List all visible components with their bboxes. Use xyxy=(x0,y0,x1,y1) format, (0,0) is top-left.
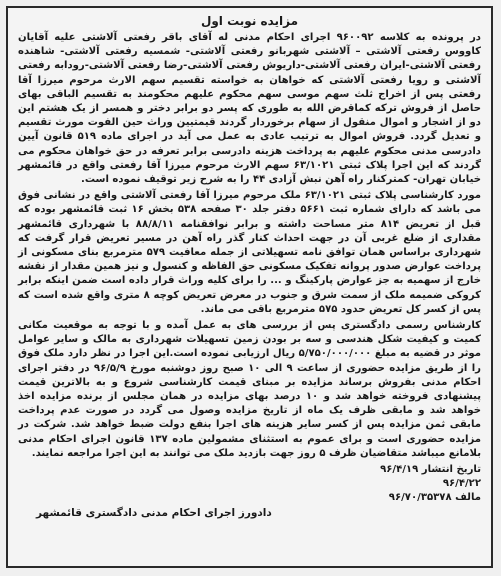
notice-paragraph-2: مورد کارشناسی پلاک ثبتی ۶۳/۱۰۲۱ ملک مرحوم میرزا آقا رفعتی آلاشتی واقع در نشانی فوق می باشد که دارای شماره ثبت ۵۶۶۱ دفتر جلد ۳۰ صفحه ۵۳۸ بخش ۱۶ ثبت قائمشهر بوده که قبل از تعریض ۸۱۴ متر مساحت داشته و برابر نوافقنامه ۸۸/۸/۱۱ با شهرداری قائمشهر مقداری از ضلع غربی آن در جهت احداث کنار گذر راه آهن در مسیر تعریض قرار گرفت که شهرداری براساس همان توافق نامه تسهیلاتی از جمله معافیت ۵۷۹ مترمربع بنای مسکونی از پرداخت عوارض صدور پروانه تفکیک مسکونی حق الفاظه و کنسول و نیز همین مقدار از نقشه خارج از سهمیه به جز عوارض پارکینگ و ... را برای کلیه وراث قرار داده است ضمن اینکه برابر کروکی ضمیمه ملک از سمت شرق و جنوب در معرض تعریض کوچه ۸ متری واقع شده است که پس از کسر کل تعریض حدود ۵۷۵ مترمربع باقی می ماند. xyxy=(18,190,481,315)
signature: دادورز اجرای احکام مدنی دادگستری قائمشهر xyxy=(36,507,272,520)
notice-paragraph-3: کارشناس رسمی دادگستری پس از بررسی های به عمل آمده و با توجه به موقعیت مکانی کمیت و کیفیت شکل هندسی و سه بر بودن زمین تسهیلات شهرداری به مالک و سایر عوامل موثر در قضیه به مبلغ ۵/۷۵۰/۰۰۰/۰۰۰ ریال ارزیابی نموده است.این اجرا در نظر دارد ملک فوق را از طریق مزایده حضوری از ساعت ۹ الی ۱۰ صبح روز دوشنبه مورخ ۹۶/۵/۹ در دفتر اجرای احکام مدنی بفروش برساند مزایده بر مبنای قیمت کارشناسی شروع و به بالاترین قیمت پیشنهادی فروخته خواهد شد و ۱۰ درصد بهای مزایده در همان مجلس از برنده مزایده اخذ خواهد شد و مابقی ظرف یک ماه از تاریخ مزایده وصول می گردد در صورت عدم پرداخت مابقی ثمن مزایده پس از کسر سایر هزینه های اجرا بنفع دولت ضبط خواهد شد. شرکت در مزایده حضوری است و برای عموم به استثنای مشمولین ماده ۱۳۷ قانون اجرای احکام مدنی بلامانع میباشد متقاضیان ظرف ۵ روز جهت بازدید ملک می توانند به این اجرا مراجعه نمایند. xyxy=(18,320,481,459)
auction-notice xyxy=(6,6,493,568)
reference-line: ۹۶/۴/۲۲ xyxy=(442,478,481,490)
notice-paragraph-1: در پرونده به کلاسه ۹۶۰۰۹۲ اجرای احکام مدنی له آقای باقر رفعتی آلاشتی علیه آقایان کاووس رفعتی آلاشتی – آلاشتی شهربانو رفعتی آلاشتی- شمسیه رفعتی آلاشتی- شاهنده رفعتی آلاشتی-ایران رفعتی آلاشتی-داریوش رفعتی آلاشتی-رضا رفعتی آلاشتی-رودابه رفعتی آلاشتی و رویا رفعتی آلاشتی که خواهان به خواسته تقسیم سهم الارث مرحوم میرزا آقا رفعتی پس از اخراج ثلث سهم موسی سهم محکوم علیهم محکومند به تقسیم الباقی بهای حاصل از فروش ترکه کماقرض الله به طوری که پسر دو برابر دختر و همسر از یک هشتم این دو از اشجار و اموال منقول از سهام برخوردار گردند قیمتیین وراث حین الفوت مورث تقسیم و تعدیل گردد. فروش اموال به ترتیب عادی به عمل می آید در اجرای ماده ۵۱۹ قانون آیین دادرسی مدنی محکوم علیهم به پرداخت هزینه دادرسی برابر تعرفه در حق خواهان محکوم می گردند که این اجرا پلاک ثبتی ۶۳/۱۰۲۱ سهم الارث مرحوم میرزا آقا رفعتی واقع در قائمشهر خیابان تهران- کمترکنار راه آهن نبش آزادی ۴۴ را به شرح زیر توقیف نموده است. xyxy=(18,32,482,186)
notice-title: مزایده نوبت اول xyxy=(200,14,299,28)
publish-date: تاریخ انتشار ۹۶/۴/۱۹ xyxy=(380,464,481,476)
notice-id: مالف ۹۶/۷۰/۳۵۳۷۸ xyxy=(388,492,481,504)
